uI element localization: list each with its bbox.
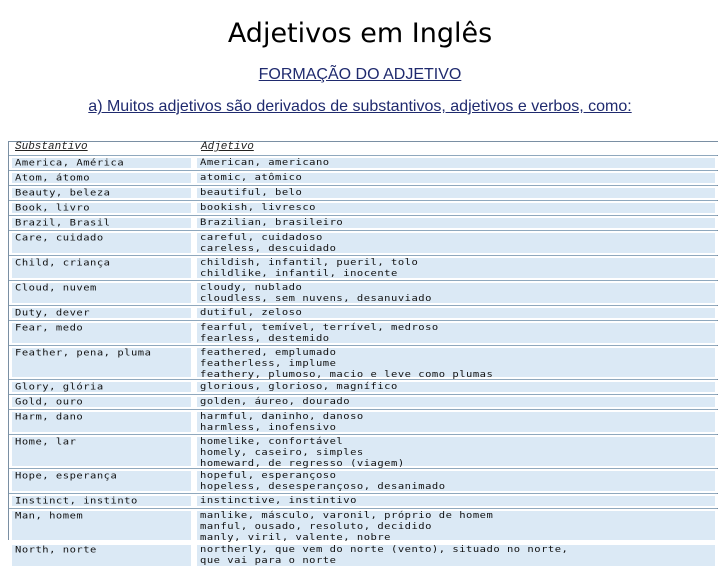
adjective-cell bbox=[197, 233, 715, 253]
noun-text: Brazil, Brasil bbox=[15, 218, 111, 229]
intro-text: a) Muitos adjetivos são derivados de substantivos, adjetivos e verbos, como: bbox=[88, 98, 632, 115]
table-row bbox=[9, 469, 719, 493]
adjective-text: manly, viril, valente, nobre bbox=[200, 532, 392, 543]
table-row bbox=[9, 231, 719, 255]
noun-text: Glory, glória bbox=[15, 382, 104, 393]
adjective-cell bbox=[197, 258, 715, 278]
adjective-cell bbox=[197, 471, 715, 491]
adjective-text: bookish, livresco bbox=[200, 202, 316, 213]
adjective-text: northerly, que vem do norte (vento), situado no norte, bbox=[200, 544, 569, 555]
noun-cell bbox=[12, 412, 191, 432]
adjective-text: American, americano bbox=[200, 157, 330, 168]
noun-text: Home, lar bbox=[15, 437, 77, 448]
adjective-text: childlike, infantil, inocente bbox=[200, 268, 398, 279]
noun-text: Child, criança bbox=[15, 258, 111, 269]
adjective-text: manlike, másculo, varonil, próprio de homem bbox=[200, 510, 494, 521]
adjective-cell bbox=[197, 347, 715, 380]
noun-cell bbox=[12, 158, 191, 168]
adjective-text: instinctive, instintivo bbox=[200, 495, 357, 506]
noun-text: Harm, dano bbox=[15, 412, 84, 423]
noun-text: Duty, dever bbox=[15, 308, 91, 319]
adjective-text: homeward, de regresso (viagem) bbox=[200, 458, 405, 469]
adjective-text: dutiful, zeloso bbox=[200, 307, 303, 318]
adjective-text: glorious, glorioso, magnífico bbox=[200, 381, 398, 392]
slide-title: Adjetivos em Inglês bbox=[227, 18, 493, 49]
noun-cell bbox=[12, 511, 191, 540]
noun-cell bbox=[12, 308, 191, 318]
adjective-text: golden, áureo, dourado bbox=[200, 396, 351, 407]
adjective-text: Brazilian, brasileiro bbox=[200, 217, 344, 228]
table-row bbox=[9, 494, 719, 508]
adjective-cell bbox=[197, 412, 715, 432]
adjective-text: cloudy, nublado bbox=[200, 282, 303, 293]
adjective-text: childish, infantil, pueril, tolo bbox=[200, 257, 419, 268]
header-adjetivo: Adjetivo bbox=[201, 141, 254, 153]
noun-text: Gold, ouro bbox=[15, 397, 84, 408]
adjective-text: atomic, atômico bbox=[200, 172, 303, 183]
adjective-cell bbox=[197, 436, 715, 469]
adjective-text: fearful, temível, terrível, medroso bbox=[200, 322, 439, 333]
adjective-text: hopeless, desesperançoso, desanimado bbox=[200, 481, 446, 492]
noun-cell bbox=[12, 203, 191, 213]
table-row bbox=[9, 216, 719, 230]
section-heading: FORMAÇÃO DO ADJETIVO bbox=[258, 66, 462, 83]
adjective-cell bbox=[197, 173, 715, 183]
adjective-cell bbox=[197, 496, 715, 506]
table-row bbox=[9, 306, 719, 320]
header-substantivo: Substantivo bbox=[15, 141, 88, 153]
noun-cell bbox=[12, 188, 191, 198]
adjective-text: fearless, destemido bbox=[200, 333, 330, 344]
table-row bbox=[9, 256, 719, 280]
adjective-text: homelike, confortável bbox=[200, 436, 344, 447]
table-row bbox=[9, 395, 719, 409]
table-row bbox=[9, 281, 719, 305]
noun-text: Cloud, nuvem bbox=[15, 283, 97, 294]
noun-cell bbox=[12, 545, 191, 566]
table-row bbox=[9, 201, 719, 215]
adjective-text: que vai para o norte bbox=[200, 555, 337, 566]
noun-cell bbox=[12, 382, 191, 392]
adjective-text: manful, ousado, resoluto, decidido bbox=[200, 521, 432, 532]
adjective-text: feathered, emplumado bbox=[200, 347, 337, 358]
noun-text: Book, livro bbox=[15, 203, 91, 214]
adjective-cell bbox=[197, 158, 715, 168]
adjective-cell bbox=[197, 397, 715, 407]
noun-text: America, América bbox=[15, 158, 125, 169]
noun-text: Care, cuidado bbox=[15, 233, 104, 244]
adjective-cell bbox=[197, 308, 715, 318]
adjective-text: hopeful, esperançoso bbox=[200, 470, 337, 481]
table-row bbox=[9, 543, 719, 568]
noun-cell bbox=[12, 496, 191, 506]
adjective-text: careless, descuidado bbox=[200, 243, 337, 254]
noun-text: Beauty, beleza bbox=[15, 188, 111, 199]
noun-text: Fear, medo bbox=[15, 323, 84, 334]
adjective-cell bbox=[197, 323, 715, 343]
noun-cell bbox=[12, 323, 191, 343]
table-header bbox=[9, 142, 719, 155]
table-row bbox=[9, 321, 719, 345]
table-row bbox=[9, 410, 719, 434]
adjective-text: cloudless, sem nuvens, desanuviado bbox=[200, 293, 432, 304]
adjective-text: homely, caseiro, simples bbox=[200, 447, 364, 458]
noun-cell bbox=[12, 173, 191, 183]
noun-cell bbox=[12, 233, 191, 253]
adjective-cell bbox=[197, 188, 715, 198]
noun-text: North, norte bbox=[15, 545, 97, 556]
adjective-text: beautiful, belo bbox=[200, 187, 303, 198]
adjective-text: harmless, inofensivo bbox=[200, 422, 337, 433]
adjective-cell bbox=[197, 203, 715, 213]
adjective-cell bbox=[197, 218, 715, 228]
noun-text: Feather, pena, pluma bbox=[15, 348, 152, 359]
noun-cell bbox=[12, 471, 191, 491]
adjective-text: harmful, daninho, danoso bbox=[200, 411, 364, 422]
noun-cell bbox=[12, 218, 191, 228]
noun-cell bbox=[12, 437, 191, 466]
table-row bbox=[9, 171, 719, 185]
adjective-cell bbox=[197, 510, 715, 543]
adjective-cell bbox=[197, 283, 715, 303]
noun-text: Instinct, instinto bbox=[15, 496, 138, 507]
table-row bbox=[9, 186, 719, 200]
noun-cell bbox=[12, 348, 191, 377]
adjective-text: feathery, plumoso, macio e leve como plumas bbox=[200, 369, 494, 380]
table-row bbox=[9, 380, 719, 394]
noun-text: Atom, átomo bbox=[15, 173, 91, 184]
noun-cell bbox=[12, 397, 191, 407]
adjective-cell bbox=[197, 382, 715, 392]
table-row bbox=[9, 346, 719, 379]
adjective-text: careful, cuidadoso bbox=[200, 232, 323, 243]
adjective-cell bbox=[197, 545, 715, 566]
noun-cell bbox=[12, 258, 191, 278]
noun-cell bbox=[12, 283, 191, 303]
table-row bbox=[9, 156, 719, 170]
table-row bbox=[9, 509, 719, 542]
adjective-text: featherless, implume bbox=[200, 358, 337, 369]
noun-text: Hope, esperança bbox=[15, 471, 118, 482]
noun-text: Man, homem bbox=[15, 511, 84, 522]
adjective-table bbox=[8, 141, 718, 566]
table-row bbox=[9, 435, 719, 468]
